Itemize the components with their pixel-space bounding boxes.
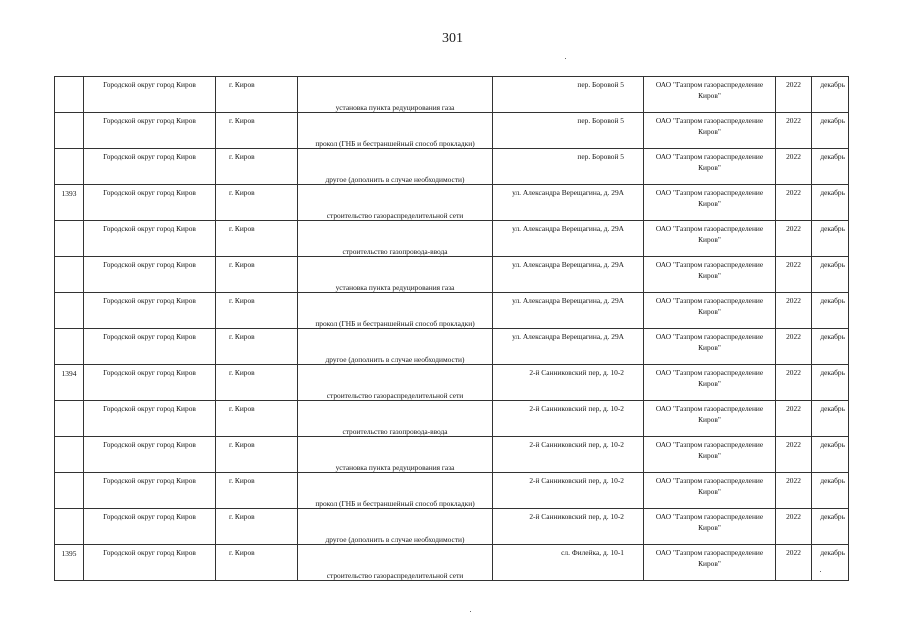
row-number-cell <box>55 221 84 257</box>
month-cell-text: декабрь <box>820 332 845 341</box>
municipality-cell <box>84 113 216 149</box>
work-type-cell <box>298 329 493 365</box>
table-row <box>55 509 849 545</box>
organization-cell <box>644 257 776 293</box>
address-cell <box>493 221 644 257</box>
municipality-cell-text: Городской округ город Киров <box>103 548 196 557</box>
city-cell-text: г. Киров <box>229 332 255 341</box>
month-cell <box>812 473 849 509</box>
month-cell-text: декабрь <box>820 116 845 125</box>
year-cell-text: 2022 <box>786 548 801 557</box>
organization-cell <box>644 221 776 257</box>
municipality-cell-text: Городской округ город Киров <box>103 224 196 233</box>
address-cell-text: сл. Филейка, д. 10-1 <box>561 548 624 557</box>
row-number-cell <box>55 329 84 365</box>
city-cell-text: г. Киров <box>229 80 255 89</box>
work-type-cell-text: строительство газопровода-ввода <box>342 247 448 256</box>
city-cell <box>216 77 298 113</box>
address-cell <box>493 257 644 293</box>
address-cell <box>493 509 644 545</box>
row-number-cell <box>55 257 84 293</box>
table-row <box>55 437 849 473</box>
organization-cell <box>644 509 776 545</box>
address-cell-text: 2-й Санниковский пер, д. 10-2 <box>529 440 624 449</box>
organization-cell-text: ОАО "Газпром газораспределение Киров" <box>655 332 764 352</box>
year-cell-text: 2022 <box>786 260 801 269</box>
organization-cell-text: ОАО "Газпром газораспределение Киров" <box>655 476 764 496</box>
month-cell <box>812 113 849 149</box>
year-cell <box>776 77 812 113</box>
address-cell-text: пер. Боровой 5 <box>577 80 624 89</box>
year-cell-text: 2022 <box>786 512 801 521</box>
work-type-cell <box>298 437 493 473</box>
address-cell-text: ул. Александра Верещагина, д. 29А <box>512 332 624 341</box>
address-cell-text: 2-й Санниковский пер, д. 10-2 <box>529 476 624 485</box>
table-row <box>55 149 849 185</box>
city-cell-text: г. Киров <box>229 404 255 413</box>
city-cell-text: г. Киров <box>229 512 255 521</box>
organization-cell-text: ОАО "Газпром газораспределение Киров" <box>655 404 764 424</box>
year-cell <box>776 293 812 329</box>
row-number-cell-text: 1395 <box>61 549 77 558</box>
address-cell <box>493 473 644 509</box>
year-cell <box>776 437 812 473</box>
row-number-cell <box>55 401 84 437</box>
organization-cell <box>644 185 776 221</box>
work-type-cell-text: строительство газораспределительной сети <box>326 571 464 580</box>
municipality-cell-text: Городской округ город Киров <box>103 404 196 413</box>
row-number-cell <box>55 185 84 221</box>
table-row <box>55 365 849 401</box>
year-cell <box>776 329 812 365</box>
address-cell <box>493 293 644 329</box>
address-cell <box>493 149 644 185</box>
year-cell <box>776 113 812 149</box>
work-type-cell-text: строительство газопровода-ввода <box>342 427 448 436</box>
organization-cell <box>644 329 776 365</box>
city-cell <box>216 509 298 545</box>
municipality-cell-text: Городской округ город Киров <box>103 152 196 161</box>
month-cell-text: декабрь <box>820 368 845 377</box>
organization-cell <box>644 365 776 401</box>
month-cell <box>812 509 849 545</box>
municipality-cell <box>84 329 216 365</box>
work-type-cell-text: установка пункта редуцирования газа <box>335 463 455 472</box>
month-cell <box>812 221 849 257</box>
organization-cell-text: ОАО "Газпром газораспределение Киров" <box>655 296 764 316</box>
municipality-cell <box>84 365 216 401</box>
scan-speck <box>470 611 471 612</box>
municipality-cell <box>84 221 216 257</box>
municipality-cell <box>84 293 216 329</box>
address-cell-text: ул. Александра Верещагина, д. 29А <box>512 188 624 197</box>
municipality-cell-text: Городской округ город Киров <box>103 80 196 89</box>
month-cell <box>812 401 849 437</box>
table-row <box>55 221 849 257</box>
address-cell-text: пер. Боровой 5 <box>577 116 624 125</box>
year-cell-text: 2022 <box>786 116 801 125</box>
address-cell-text: ул. Александра Верещагина, д. 29А <box>512 296 624 305</box>
table-row <box>55 257 849 293</box>
city-cell <box>216 221 298 257</box>
municipality-cell <box>84 437 216 473</box>
work-type-cell <box>298 365 493 401</box>
work-type-cell <box>298 401 493 437</box>
municipality-cell <box>84 509 216 545</box>
year-cell <box>776 401 812 437</box>
city-cell-text: г. Киров <box>229 152 255 161</box>
address-cell <box>493 185 644 221</box>
city-cell <box>216 401 298 437</box>
city-cell-text: г. Киров <box>229 368 255 377</box>
organization-cell <box>644 113 776 149</box>
row-number-cell <box>55 113 84 149</box>
year-cell-text: 2022 <box>786 152 801 161</box>
city-cell <box>216 545 298 581</box>
work-type-cell-text: другое (дополнить в случае необходимости) <box>325 175 465 184</box>
work-type-cell-text: прокол (ГНБ и бестраншейный способ прокладки) <box>315 499 475 508</box>
organization-cell <box>644 401 776 437</box>
municipality-cell <box>84 545 216 581</box>
city-cell-text: г. Киров <box>229 548 255 557</box>
municipality-cell <box>84 257 216 293</box>
month-cell <box>812 365 849 401</box>
address-cell <box>493 401 644 437</box>
month-cell-text: декабрь <box>820 188 845 197</box>
municipality-cell-text: Городской округ город Киров <box>103 296 196 305</box>
row-number-cell-text: 1393 <box>61 189 77 198</box>
year-cell <box>776 149 812 185</box>
month-cell <box>812 293 849 329</box>
work-type-cell-text: прокол (ГНБ и бестраншейный способ прокладки) <box>315 319 475 328</box>
row-number-cell <box>55 149 84 185</box>
address-cell <box>493 329 644 365</box>
year-cell-text: 2022 <box>786 404 801 413</box>
month-cell-text: декабрь <box>820 404 845 413</box>
work-type-cell <box>298 113 493 149</box>
work-type-cell <box>298 185 493 221</box>
organization-cell-text: ОАО "Газпром газораспределение Киров" <box>655 548 764 568</box>
work-type-cell <box>298 509 493 545</box>
year-cell-text: 2022 <box>786 332 801 341</box>
row-number-cell-text: 1394 <box>61 369 77 378</box>
municipality-cell <box>84 473 216 509</box>
table-row <box>55 329 849 365</box>
row-number-cell <box>55 509 84 545</box>
municipality-cell <box>84 401 216 437</box>
work-type-cell-text: строительство газораспределительной сети <box>326 211 464 220</box>
municipality-cell-text: Городской округ город Киров <box>103 476 196 485</box>
work-type-cell-text: установка пункта редуцирования газа <box>335 283 455 292</box>
organization-cell-text: ОАО "Газпром газораспределение Киров" <box>655 152 764 172</box>
month-cell <box>812 149 849 185</box>
row-number-cell <box>55 77 84 113</box>
month-cell-text: декабрь <box>820 440 845 449</box>
scan-speck <box>565 58 566 59</box>
month-cell-text: декабрь <box>820 152 845 161</box>
row-number-cell <box>55 365 84 401</box>
municipality-cell-text: Городской округ город Киров <box>103 260 196 269</box>
municipality-cell-text: Городской округ город Киров <box>103 188 196 197</box>
address-cell <box>493 545 644 581</box>
year-cell-text: 2022 <box>786 80 801 89</box>
year-cell <box>776 545 812 581</box>
year-cell <box>776 365 812 401</box>
organization-cell <box>644 437 776 473</box>
organization-cell <box>644 149 776 185</box>
work-type-cell <box>298 545 493 581</box>
work-type-cell <box>298 257 493 293</box>
table-row <box>55 113 849 149</box>
table-row <box>55 545 849 581</box>
row-number-cell <box>55 545 84 581</box>
city-cell-text: г. Киров <box>229 260 255 269</box>
work-type-cell-text: установка пункта редуцирования газа <box>335 103 455 112</box>
city-cell-text: г. Киров <box>229 440 255 449</box>
organization-cell-text: ОАО "Газпром газораспределение Киров" <box>655 224 764 244</box>
year-cell <box>776 473 812 509</box>
table-row <box>55 77 849 113</box>
address-cell <box>493 77 644 113</box>
address-cell <box>493 365 644 401</box>
table-row <box>55 401 849 437</box>
month-cell <box>812 437 849 473</box>
municipality-cell-text: Городской округ город Киров <box>103 116 196 125</box>
municipality-cell <box>84 149 216 185</box>
month-cell-text: декабрь <box>820 80 845 89</box>
municipality-cell <box>84 77 216 113</box>
year-cell <box>776 221 812 257</box>
page-number: 301 <box>442 31 463 46</box>
work-type-cell-text: другое (дополнить в случае необходимости) <box>325 535 465 544</box>
city-cell <box>216 293 298 329</box>
address-cell <box>493 113 644 149</box>
address-cell <box>493 437 644 473</box>
table-row <box>55 185 849 221</box>
address-cell-text: ул. Александра Верещагина, д. 29А <box>512 260 624 269</box>
municipality-cell <box>84 185 216 221</box>
work-type-cell <box>298 221 493 257</box>
table-row <box>55 293 849 329</box>
city-cell <box>216 437 298 473</box>
city-cell-text: г. Киров <box>229 116 255 125</box>
municipality-cell-text: Городской округ город Киров <box>103 512 196 521</box>
organization-cell <box>644 473 776 509</box>
city-cell <box>216 365 298 401</box>
organization-cell-text: ОАО "Газпром газораспределение Киров" <box>655 116 764 136</box>
month-cell <box>812 545 849 581</box>
work-type-cell <box>298 77 493 113</box>
year-cell-text: 2022 <box>786 440 801 449</box>
address-cell-text: пер. Боровой 5 <box>577 152 624 161</box>
month-cell <box>812 329 849 365</box>
year-cell-text: 2022 <box>786 296 801 305</box>
address-cell-text: 2-й Санниковский пер, д. 10-2 <box>529 404 624 413</box>
row-number-cell <box>55 293 84 329</box>
address-cell-text: ул. Александра Верещагина, д. 29А <box>512 224 624 233</box>
row-number-cell <box>55 437 84 473</box>
year-cell-text: 2022 <box>786 224 801 233</box>
address-cell-text: 2-й Санниковский пер, д. 10-2 <box>529 512 624 521</box>
organization-cell <box>644 293 776 329</box>
year-cell <box>776 185 812 221</box>
organization-cell-text: ОАО "Газпром газораспределение Киров" <box>655 80 764 100</box>
municipality-cell-text: Городской округ город Киров <box>103 368 196 377</box>
scan-speck <box>820 571 821 572</box>
month-cell-text: декабрь <box>820 476 845 485</box>
organization-cell <box>644 77 776 113</box>
work-type-cell <box>298 293 493 329</box>
year-cell-text: 2022 <box>786 188 801 197</box>
city-cell <box>216 113 298 149</box>
organization-cell <box>644 545 776 581</box>
month-cell-text: декабрь <box>820 296 845 305</box>
city-cell <box>216 185 298 221</box>
table-row <box>55 473 849 509</box>
month-cell-text: декабрь <box>820 512 845 521</box>
work-type-cell-text: прокол (ГНБ и бестраншейный способ прокладки) <box>315 139 475 148</box>
year-cell <box>776 509 812 545</box>
city-cell-text: г. Киров <box>229 188 255 197</box>
month-cell <box>812 257 849 293</box>
organization-cell-text: ОАО "Газпром газораспределение Киров" <box>655 260 764 280</box>
month-cell <box>812 77 849 113</box>
organization-cell-text: ОАО "Газпром газораспределение Киров" <box>655 440 764 460</box>
work-type-cell-text: другое (дополнить в случае необходимости) <box>325 355 465 364</box>
city-cell-text: г. Киров <box>229 476 255 485</box>
city-cell <box>216 257 298 293</box>
municipality-cell-text: Городской округ город Киров <box>103 440 196 449</box>
organization-cell-text: ОАО "Газпром газораспределение Киров" <box>655 188 764 208</box>
month-cell-text: декабрь <box>820 260 845 269</box>
work-type-cell <box>298 149 493 185</box>
address-cell-text: 2-й Санниковский пер, д. 10-2 <box>529 368 624 377</box>
work-type-cell <box>298 473 493 509</box>
city-cell <box>216 149 298 185</box>
month-cell-text: декабрь <box>820 548 845 557</box>
gasification-table <box>54 76 849 581</box>
city-cell <box>216 329 298 365</box>
row-number-cell <box>55 473 84 509</box>
organization-cell-text: ОАО "Газпром газораспределение Киров" <box>655 512 764 532</box>
city-cell-text: г. Киров <box>229 224 255 233</box>
month-cell <box>812 185 849 221</box>
city-cell <box>216 473 298 509</box>
municipality-cell-text: Городской округ город Киров <box>103 332 196 341</box>
year-cell-text: 2022 <box>786 368 801 377</box>
month-cell-text: декабрь <box>820 224 845 233</box>
work-type-cell-text: строительство газораспределительной сети <box>326 391 464 400</box>
year-cell-text: 2022 <box>786 476 801 485</box>
city-cell-text: г. Киров <box>229 296 255 305</box>
year-cell <box>776 257 812 293</box>
organization-cell-text: ОАО "Газпром газораспределение Киров" <box>655 368 764 388</box>
